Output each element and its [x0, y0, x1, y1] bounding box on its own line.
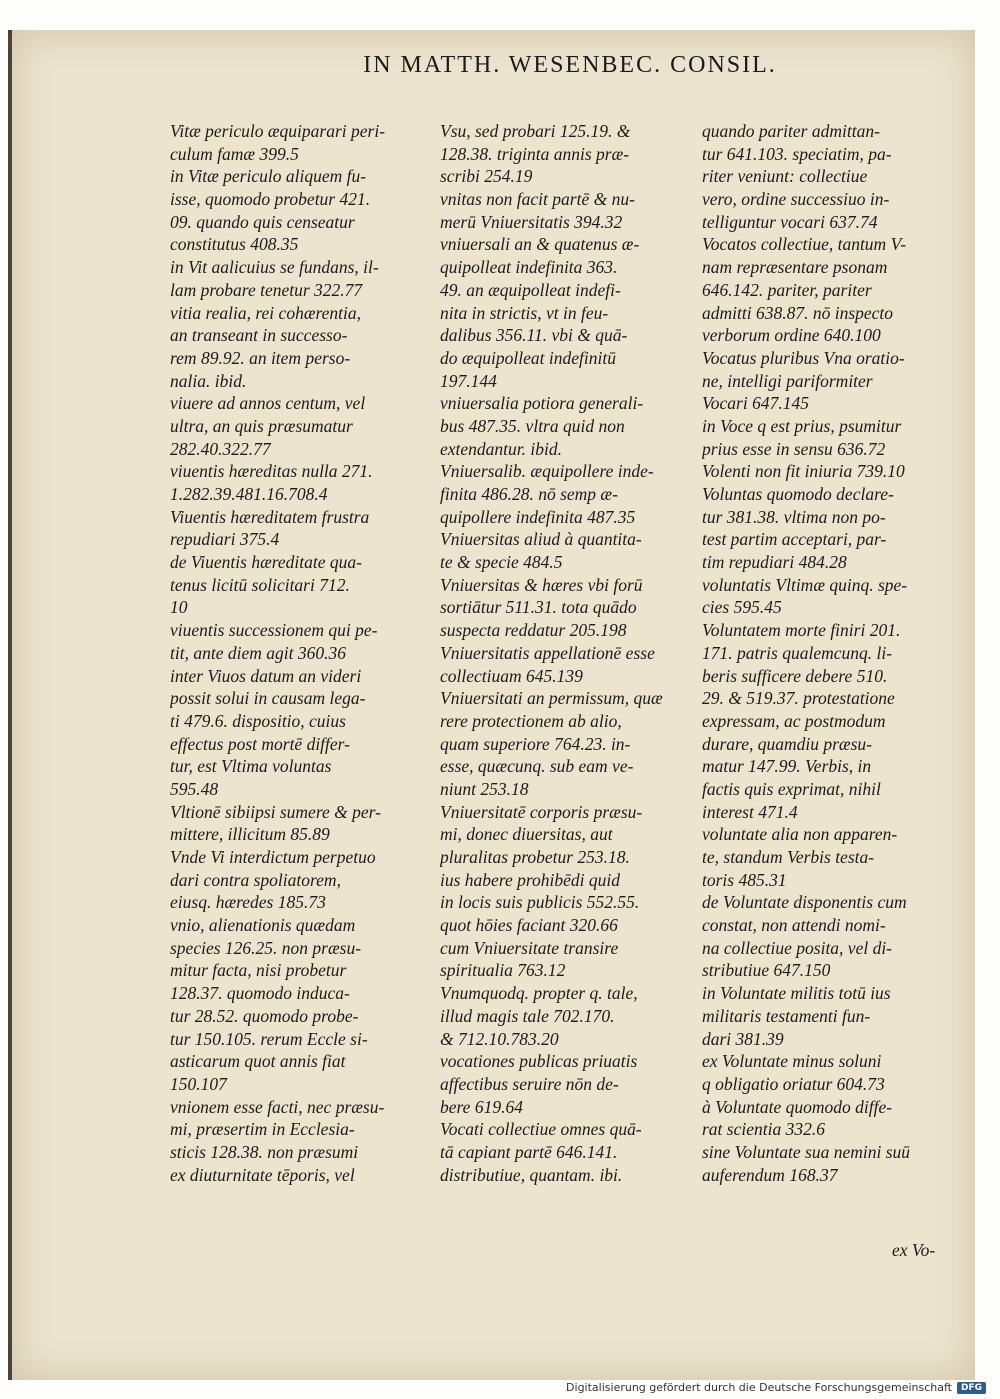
- index-entry-line: vnitas non facit partē & nu-: [440, 189, 635, 210]
- index-entry-line: do æquipolleat indefinitū: [440, 347, 616, 368]
- index-entry-line: Vltionē sibiipsi sumere & per-: [170, 801, 381, 822]
- index-entry-line: riter veniunt: collectiue: [702, 166, 868, 187]
- index-entry-line: 282.40.322.77: [170, 438, 271, 459]
- index-entry-line: possit solui in causam lega-: [170, 688, 366, 709]
- index-entry-line: ti 479.6. dispositio, cuius: [170, 710, 346, 731]
- index-entry-line: viuentis successionem qui pe-: [170, 620, 378, 641]
- index-entry-line: Vitæ periculo æquiparari peri-: [170, 121, 386, 141]
- index-entry-line: Voluntas quomodo declare-: [702, 484, 894, 504]
- index-entry-line: distributiue, quantam. ibi.: [440, 1164, 623, 1185]
- index-entry-line: q obligatio oriatur 604.73: [702, 1073, 885, 1094]
- index-entry-line: affectibus seruire nōn de-: [440, 1073, 619, 1094]
- index-entry-line: vnionem esse facti, nec præsu-: [170, 1096, 385, 1117]
- index-entry-line: Vniuersalib. æquipollere inde-: [440, 461, 654, 482]
- index-entry-line: repudiari 375.4: [170, 529, 280, 550]
- index-entry-line: vero, ordine successiuo in-: [702, 189, 890, 210]
- index-entry-line: Vniuersitas aliud à quantita-: [440, 529, 642, 550]
- index-entry-line: 09. quando quis censeatur: [170, 211, 355, 232]
- index-entry-line: illud magis tale 702.170.: [440, 1005, 615, 1026]
- index-entry-line: na collectiue posita, vel di-: [702, 937, 893, 958]
- index-entry-line: in Voce q est prius, psumitur: [702, 415, 902, 436]
- index-entry-line: 128.38. triginta annis præ-: [440, 143, 630, 164]
- catchword: ex Vo-: [892, 1240, 936, 1260]
- index-entry-line: rere protectionem ab alio,: [440, 710, 622, 731]
- index-entry-line: dari 381.39: [702, 1028, 784, 1049]
- index-entry-line: quando pariter admittan-: [702, 121, 880, 141]
- index-entry-line: nalia. ibid.: [170, 370, 247, 391]
- index-entry-line: voluntate alia non apparen-: [702, 824, 898, 845]
- index-entry-line: Vocatus pluribus Vna oratio-: [702, 347, 905, 368]
- index-entry-line: telliguntur vocari 637.74: [702, 211, 878, 232]
- index-entry-line: an transeant in successo-: [170, 325, 348, 346]
- index-entry-line: in Vit aalicuius se fundans, il-: [170, 257, 379, 278]
- index-entry-line: prius esse in sensu 636.72: [702, 438, 886, 459]
- index-entry-line: Vnde Vi interdictum perpetuo: [170, 847, 376, 867]
- index-column-3: [702, 120, 957, 1186]
- index-entry-line: bus 487.35. vltra quid non: [440, 415, 625, 436]
- index-entry-line: mi, donec diuersitas, aut: [440, 824, 613, 845]
- index-entry-line: vniuersali an & quatenus æ-: [440, 234, 640, 255]
- index-entry-line: Vocari 647.145: [702, 393, 809, 414]
- index-entry-line: de Voluntate disponentis cum: [702, 892, 907, 913]
- index-entry-line: inter Viuos datum an videri: [170, 665, 362, 686]
- index-entry-line: 128.37. quomodo induca-: [170, 983, 350, 1004]
- index-entry-line: quipolleat indefinita 363.: [440, 257, 618, 278]
- index-entry-line: stributiue 647.150: [702, 960, 831, 981]
- index-entry-line: tur 381.38. vltima non po-: [702, 506, 886, 527]
- footer-text: Digitalisierung gefördert durch die Deutsche Forschungsgemeinschaft: [566, 1381, 952, 1394]
- index-entry-line: isse, quomodo probetur 421.: [170, 189, 371, 210]
- index-entry-line: 197.144: [440, 370, 497, 391]
- index-entry-line: Vniuersitati an permissum, quæ: [440, 688, 663, 709]
- dfg-logo-icon: DFG: [957, 1382, 986, 1394]
- index-entry-line: durare, quamdiu præsu-: [702, 733, 872, 754]
- index-entry-line: dari contra spoliatorem,: [170, 869, 341, 890]
- index-entry-line: tenus licitū solicitari 712.: [170, 574, 350, 595]
- index-entry-line: factis quis exprimat, nihil: [702, 778, 881, 799]
- index-entry-line: constitutus 408.35: [170, 234, 299, 255]
- index-entry-line: rat scientia 332.6: [702, 1119, 825, 1140]
- index-entry-line: 150.107: [170, 1073, 227, 1094]
- index-entry-line: asticarum quot annis fiat: [170, 1051, 346, 1072]
- index-entry-line: sticis 128.38. non præsumi: [170, 1141, 359, 1162]
- index-entry-line: in Vitæ periculo aliquem fu-: [170, 166, 367, 187]
- index-entry-line: admitti 638.87. nō inspecto: [702, 302, 894, 323]
- index-entry-line: Volenti non fit iniuria 739.10: [702, 461, 905, 482]
- index-entry-line: mitur facta, nisi probetur: [170, 960, 347, 981]
- index-entry-line: tā capiant partē 646.141.: [440, 1141, 618, 1162]
- index-entry-line: tim repudiari 484.28: [702, 552, 847, 573]
- index-entry-line: 29. & 519.37. protestatione: [702, 688, 895, 709]
- index-entry-line: quipollere indefinita 487.35: [440, 506, 636, 527]
- index-entry-line: dalibus 356.11. vbi & quā-: [440, 325, 628, 346]
- index-entry-line: ultra, an quis præsumatur: [170, 415, 353, 436]
- index-entry-line: nam repræsentare psonam: [702, 257, 888, 278]
- index-entry-line: Vocatos collectiue, tantum V-: [702, 234, 907, 255]
- index-entry-line: 10: [170, 597, 188, 618]
- index-entry-line: pluralitas probetur 253.18.: [440, 847, 630, 867]
- index-entry-line: esse, quæcunq. sub eam ve-: [440, 756, 634, 777]
- index-entry-line: spiritualia 763.12: [440, 960, 566, 981]
- index-entry-line: sine Voluntate sua nemini suū: [702, 1141, 911, 1162]
- index-entry-line: te, standum Verbis testa-: [702, 847, 875, 867]
- index-entry-line: in Voluntate militis totū ius: [702, 983, 891, 1004]
- index-entry-line: ex Voluntate minus soluni: [702, 1051, 882, 1072]
- index-entry-line: toris 485.31: [702, 869, 787, 890]
- index-column-1: [170, 120, 435, 1186]
- index-entry-line: Vsu, sed probari 125.19. &: [440, 121, 631, 141]
- index-entry-line: & 712.10.783.20: [440, 1028, 559, 1049]
- index-entry-line: de Viuentis hæreditate qua-: [170, 552, 362, 573]
- index-entry-line: 1.282.39.481.16.708.4: [170, 484, 328, 504]
- index-entry-line: quam superiore 764.23. in-: [440, 733, 631, 754]
- index-entry-line: culum famæ 399.5: [170, 143, 299, 164]
- index-entry-line: viuere ad annos centum, vel: [170, 393, 366, 414]
- index-entry-line: Vniuersitatis appellationē esse: [440, 642, 655, 663]
- index-entry-line: niunt 253.18: [440, 778, 529, 799]
- index-entry-line: Vniuersitas & hæres vbi forū: [440, 574, 643, 595]
- index-entry-line: finita 486.28. nō semp æ-: [440, 484, 618, 504]
- index-entry-line: bere 619.64: [440, 1096, 523, 1117]
- index-entry-line: militaris testamenti fun-: [702, 1005, 871, 1026]
- index-entry-line: Vniuersitatē corporis præsu-: [440, 801, 643, 822]
- index-entry-line: interest 471.4: [702, 801, 798, 822]
- index-entry-line: auferendum 168.37: [702, 1164, 838, 1185]
- index-entry-line: tur 28.52. quomodo probe-: [170, 1005, 359, 1026]
- index-entry-line: Viuentis hæreditatem frustra: [170, 506, 370, 527]
- index-entry-line: tur 641.103. speciatim, pa-: [702, 143, 892, 164]
- index-entry-line: merū Vniuersitatis 394.32: [440, 211, 623, 232]
- index-entry-line: cum Vniuersitate transire: [440, 937, 619, 958]
- index-entry-line: scribi 254.19: [440, 166, 533, 187]
- index-entry-line: test partim acceptari, par-: [702, 529, 887, 550]
- index-entry-line: vnio, alienationis quædam: [170, 915, 356, 936]
- index-entry-line: matur 147.99. Verbis, in: [702, 756, 872, 777]
- index-entry-line: species 126.25. non præsu-: [170, 937, 362, 958]
- index-entry-line: vocationes publicas priuatis: [440, 1051, 638, 1072]
- index-entry-line: quot hōies faciant 320.66: [440, 915, 618, 936]
- digitization-footer: [566, 1381, 986, 1394]
- index-entry-line: 171. patris qualemcunq. li-: [702, 642, 893, 663]
- index-entry-line: 646.142. pariter, pariter: [702, 279, 872, 300]
- index-entry-line: 49. an æquipolleat indefi-: [440, 279, 621, 300]
- index-entry-line: tur 150.105. rerum Eccle si-: [170, 1028, 368, 1049]
- index-entry-line: nita in strictis, vt in feu-: [440, 302, 609, 323]
- index-entry-line: rem 89.92. an item perso-: [170, 347, 351, 368]
- index-entry-line: expressam, ac postmodum: [702, 710, 886, 731]
- index-entry-line: sortiātur 511.31. tota quādo: [440, 597, 637, 618]
- index-entry-line: Vnumquodq. propter q. tale,: [440, 983, 638, 1004]
- index-column-2: [440, 120, 712, 1186]
- index-entry-line: beris sufficere debere 510.: [702, 665, 888, 686]
- index-entry-line: ex diuturnitate tēporis, vel: [170, 1164, 355, 1185]
- index-entry-line: Vocati collectiue omnes quā-: [440, 1119, 642, 1140]
- running-head: IN MATTH. WESENBEC. CONSIL.: [363, 52, 777, 78]
- index-entry-line: mi, præsertim in Ecclesia-: [170, 1119, 355, 1140]
- index-entry-line: vniuersalia potiora generali-: [440, 393, 644, 414]
- index-entry-line: lam probare tenetur 322.77: [170, 279, 363, 300]
- index-entry-line: ius habere prohibēdi quid: [440, 869, 621, 890]
- index-entry-line: suspecta reddatur 205.198: [440, 620, 627, 641]
- index-entry-line: constat, non attendi nomi-: [702, 915, 886, 936]
- index-entry-line: 595.48: [170, 778, 219, 799]
- index-entry-line: viuentis hæreditas nulla 271.: [170, 461, 373, 482]
- index-entry-line: ne, intelligi pariformiter: [702, 370, 873, 391]
- index-entry-line: mittere, illicitum 85.89: [170, 824, 330, 845]
- index-entry-line: eiusq. hæredes 185.73: [170, 892, 326, 913]
- index-entry-line: verborum ordine 640.100: [702, 325, 881, 346]
- index-entry-line: te & specie 484.5: [440, 552, 563, 573]
- index-entry-line: cies 595.45: [702, 597, 782, 618]
- index-entry-line: tur, est Vltima voluntas: [170, 756, 332, 777]
- index-entry-line: effectus post mortē differ-: [170, 733, 350, 754]
- index-entry-line: in locis suis publicis 552.55.: [440, 892, 640, 913]
- index-entry-line: à Voluntate quomodo diffe-: [702, 1096, 893, 1117]
- index-entry-line: Voluntatem morte finiri 201.: [702, 620, 901, 641]
- index-entry-line: voluntatis Vltimæ quinq. spe-: [702, 574, 908, 595]
- index-entry-line: extendantur. ibid.: [440, 438, 562, 459]
- index-entry-line: collectiuam 645.139: [440, 665, 583, 686]
- index-entry-line: tit, ante diem agit 360.36: [170, 642, 346, 663]
- index-entry-line: vitia realia, rei cohærentia,: [170, 302, 362, 323]
